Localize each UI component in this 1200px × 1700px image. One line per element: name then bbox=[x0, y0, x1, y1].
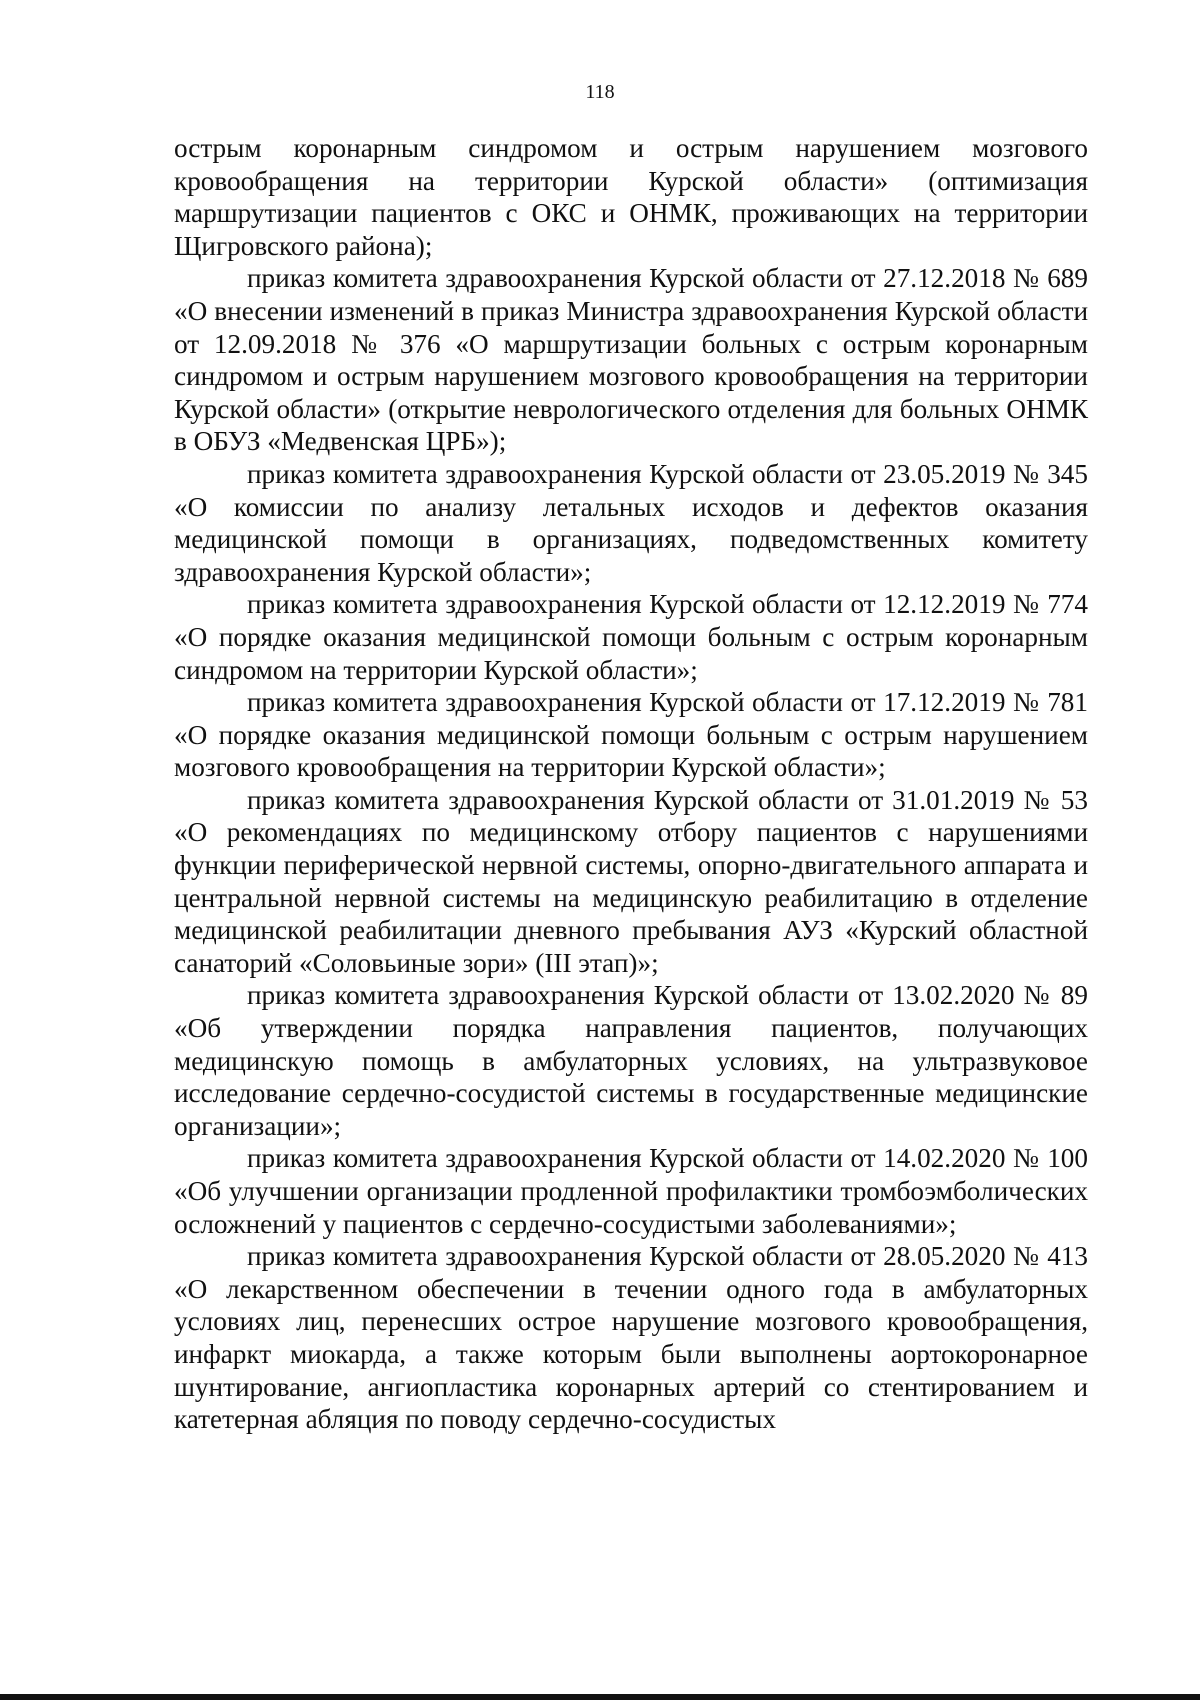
paragraph-order-689: приказ комитета здравоохранения Курской области от 27.12.2018 № 689 «О внесении изменений в приказ Министра здравоохранения Курской области от 12.09.2018 № 376 «О маршрутизации больных с острым коронарным синдромом и острым нарушением мозгового кровообращения на территории Курской области» (открытие неврологического отделения для больных ОНМК в ОБУЗ «Медвенская ЦРБ»); bbox=[174, 263, 1088, 457]
paragraph-order-100: приказ комитета здравоохранения Курской области от 14.02.2020 № 100 «Об улучшении организации продленной профилактики тромбоэмболических осложнений у пациентов с сердечно-сосудистыми заболеваниями»; bbox=[174, 1143, 1088, 1239]
paragraph-order-781: приказ комитета здравоохранения Курской области от 17.12.2019 № 781 «О порядке оказания медицинской помощи больным с острым нарушением мозгового кровообращения на территории Курской области»; bbox=[174, 687, 1088, 783]
page-number: 118 bbox=[585, 81, 615, 103]
paragraph-order-774: приказ комитета здравоохранения Курской области от 12.12.2019 № 774 «О порядке оказания медицинской помощи больным с острым коронарным синдромом на территории Курской области»; bbox=[174, 589, 1088, 685]
paragraph-order-89: приказ комитета здравоохранения Курской области от 13.02.2020 № 89 «Об утверждении порядка направления пациентов, получающих медицинскую помощь в амбулаторных условиях, на ультразвуковое исследование сердечно-сосудистой системы в государственные медицинские организации»; bbox=[174, 980, 1088, 1141]
document-body bbox=[174, 132, 1088, 1436]
scan-bottom-edge bbox=[0, 1694, 1200, 1700]
paragraph-order-345: приказ комитета здравоохранения Курской области от 23.05.2019 № 345 «О комиссии по анализу летальных исходов и дефектов оказания медицинской помощи в организациях, подведомственных комитету здравоохранения Курской области»; bbox=[174, 458, 1088, 587]
paragraph-continuation: острым коронарным синдромом и острым нарушением мозгового кровообращения на территории Курской области» (оптимизация маршрутизации пациентов с ОКС и ОНМК, проживающих на территории Щигровского района); bbox=[174, 133, 1088, 261]
paragraph-order-413: приказ комитета здравоохранения Курской области от 28.05.2020 № 413 «О лекарственном обеспечении в течении одного года в амбулаторных условиях лиц, перенесших острое нарушение мозгового кровообращения, инфаркт миокарда, а также которым были выполнены аортокоронарное шунтирование, ангиопластика коронарных артерий со стентированием и катетерная абляция по поводу сердечно-сосудистых bbox=[174, 1241, 1088, 1435]
paragraph-order-53: приказ комитета здравоохранения Курской области от 31.01.2019 № 53 «О рекомендациях по медицинскому отбору пациентов с нарушениями функции периферической нервной системы, опорно-двигательного аппарата и центральной нервной системы на медицинскую реабилитацию в отделение медицинской реабилитации дневного пребывания АУЗ «Курский областной санаторий «Соловьиные зори» (III этап)»; bbox=[174, 784, 1088, 978]
